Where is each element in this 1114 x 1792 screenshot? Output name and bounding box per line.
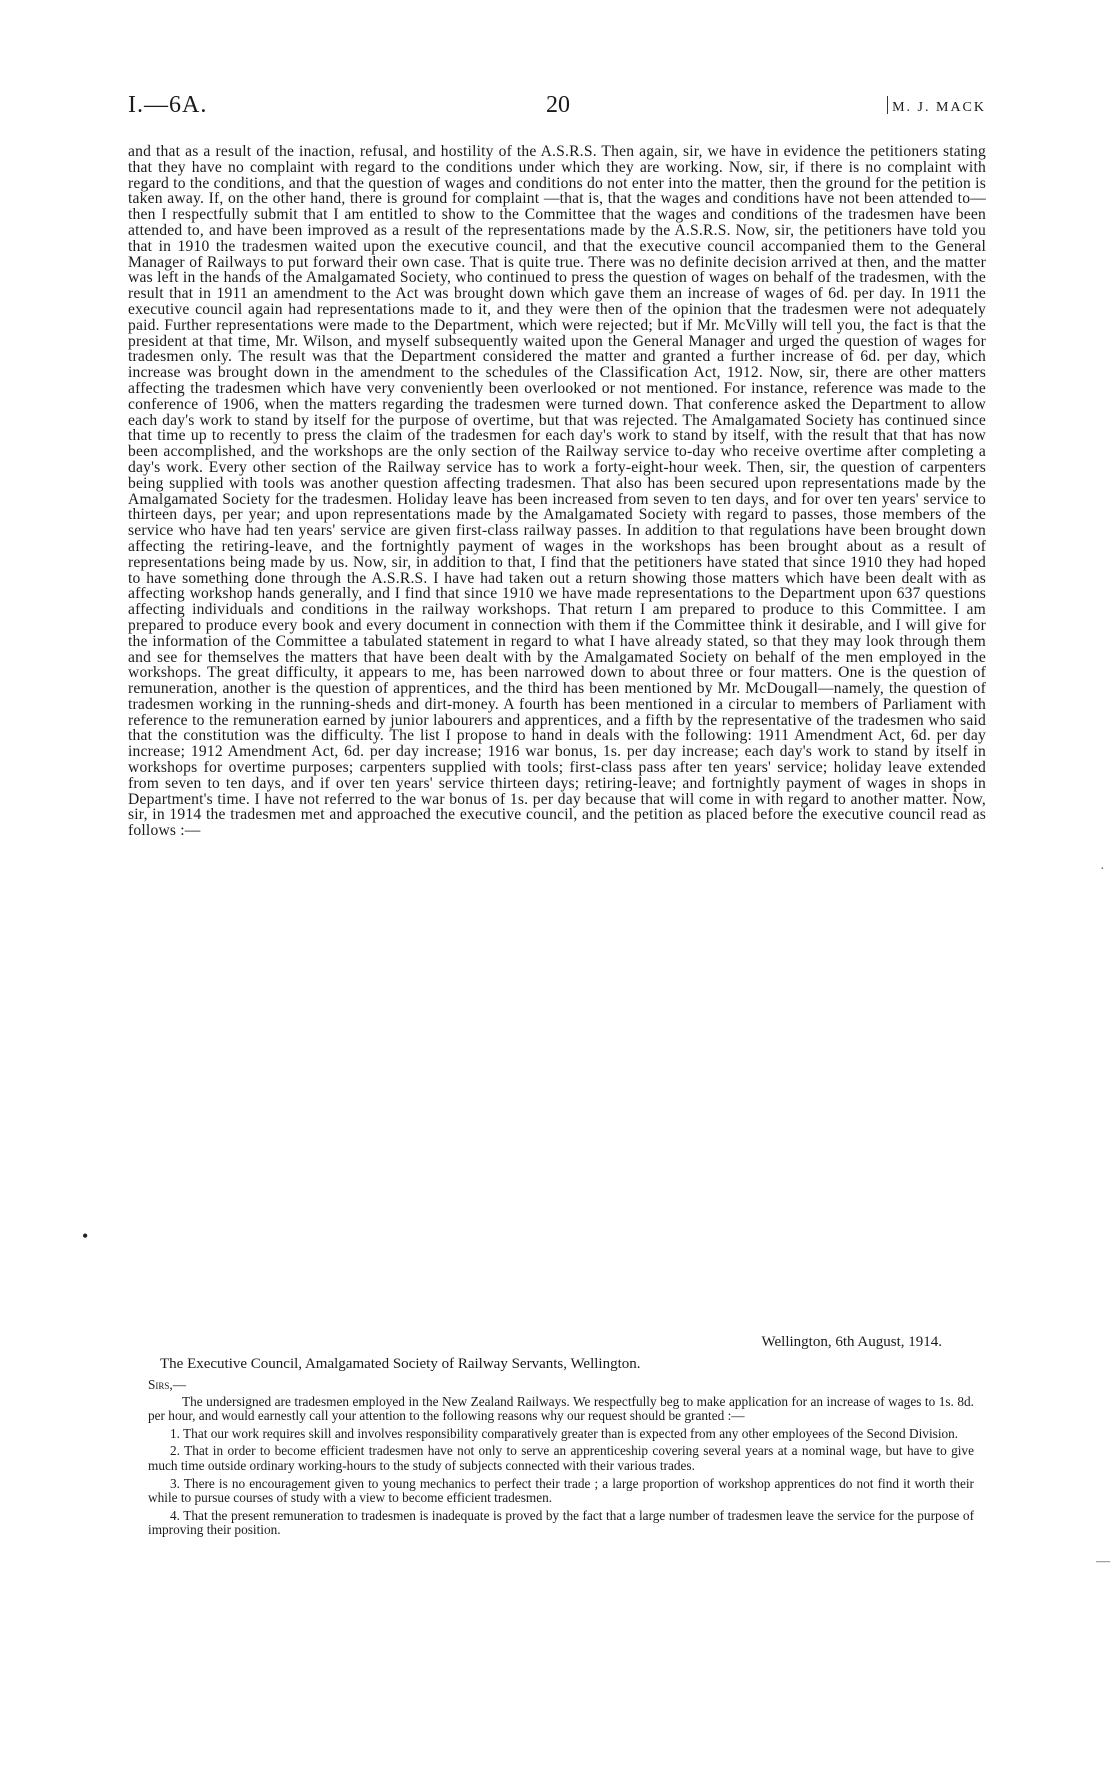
speaker-name-text: M. J. MACK [892, 100, 986, 115]
petition-reason: 1. That our work requires skill and involves responsibility comparatively greater than is expected from any other employees of the Second Division. [170, 1425, 959, 1441]
speaker-name [887, 96, 986, 116]
page-number: 20 [546, 92, 570, 118]
letter-salutation: Sirs,— [148, 1377, 187, 1392]
petition-reason: 2. That in order to become efficient tradesmen have not only to serve an apprenticeship covering several years at a nominal wage, but have to give much time outside ordinary working-hours to the study of subjects connected with their various trades. [148, 1443, 974, 1473]
paper-reference: I.—6A. [128, 92, 208, 118]
petition-letter [148, 1378, 974, 1538]
header-divider [887, 96, 888, 114]
margin-dash-mark: — [1096, 1554, 1110, 1569]
margin-bullet-mark: • [82, 1226, 89, 1246]
petition-reason: 3. There is no encouragement given to young mechanics to perfect their trade ; a large proportion of workshop apprentices do not find it worth their while to pursue courses of study with a view to become efficient tradesmen. [148, 1475, 974, 1506]
letter-addressee: The Executive Council, Amalgamated Society of Railway Servants, Wellington. [160, 1356, 641, 1372]
evidence-paragraph: and that as a result of the inaction, refusal, and hostility of the A.S.R.S. Then again, sir, we have in evidence the petitioners stating that they have no complaint with regard to the conditions under which they are working. Now, sir, if there is no complaint with regard to the conditions, and that the question of wages and conditions do not enter into the matter, then the ground for the petition is taken away. If, on the other hand, there is ground for complaint —that is, that the wages and conditions have not been attended to—then I respectfully submit that I am entitled to show to the Committee that the wages and conditions of the tradesmen have been attended to, and have been improved as a result of the representations made by the A.S.R.S. Now, sir, the petitioners have told you that in 1910 the tradesmen waited upon the executive council, and that the executive council accompanied them to the General Manager of Railways to put forward their own case. That is quite true. There was no definite decision arrived at then, and the matter was left in the hands of the Amalgamated Society, who continued to press the question of wages on behalf of the tradesmen, with the result that in 1911 an amendment to the Act was brought down which gave them an increase of wages of 6d. per day. In 1911 the executive council again had representations made to it, and they were then of the opinion that the tradesmen were not adequately paid. Further representations were made to the Department, which were rejected; but if Mr. McVilly will tell you, the fact is that the president at that time, Mr. Wilson, and myself subsequently waited upon the General Manager and urged the question of wages for tradesmen only. The result was that the Department considered the matter and granted a further increase of 6d. per day, which increase was brought down in the amendment to the schedules of the Classification Act, 1912. Now, sir, there are other matters affecting the tradesmen which have very conveniently been overlooked or not mentioned. For instance, reference was made to the conference of 1906, when the matters regarding the tradesmen were turned down. That conference asked the Department to allow each day's work to stand by itself for the purpose of overtime, but that was rejected. The Amalgamated Society has continued since that time up to recently to press the claim of the tradesmen for each day's work to stand by itself, with the result that that has now been accomplished, and the workshops are the only section of the Railway service to-day who receive overtime after completing a day's work. Every other section of the Railway service has to work a forty-eight-hour week. Then, sir, the question of carpenters being supplied with tools was another question affecting tradesmen. That also has been secured upon representations made by the Amalgamated Society for the tradesmen. Holiday leave has been increased from seven to ten days, and for over ten years' service to thirteen days, per year; and upon representations made by the Amalgamated Society with regard to passes, those members of the service who have had ten years' service are given first-class railway passes. In addition to that regulations have been brought down affecting the retiring-leave, and the fortnightly payment of wages in the workshops has been brought about as a result of representations being made by us. Now, sir, in addition to that, I find that the petitioners have stated that since 1910 they had hoped to have something done through the A.S.R.S. I have had taken out a return showing those matters which have been dealt with as affecting workshop hands generally, and I find that since 1910 we have made representations to the Department upon 637 questions affecting individuals and conditions in the railway workshops. That return I am prepared to produce to this Committee. I am prepared to produce every book and every document in connection with them if the Committee think it desirable, and I will give for the information of the Committee a tabulated statement in regard to what I have already stated, so that they may look through them and see for themselves the matters that have been dealt with by the Amalgamated Society on behalf of the men employed in the workshops. The great difficulty, it appears to me, has been narrowed down to about three or four matters. One is the question of remuneration, another is the question of apprentices, and the third has been mentioned by Mr. McDougall—namely, the question of tradesmen working in the running-sheds and dirt-money. A fourth has been mentioned in a circular to members of Parliament with reference to the remuneration earned by junior labourers and apprentices, and a fifth by the representative of the tradesmen who said that the constitution was the difficulty. The list I propose to hand in deals with the following: 1911 Amendment Act, 6d. per day increase; 1912 Amendment Act, 6d. per day increase; 1916 war bonus, 1s. per day increase; each day's work to stand by itself in workshops for overtime purposes; carpenters supplied with tools; first-class pass after ten years' service; holiday leave extended from seven to ten days, and if over ten years' service thirteen days; retiring-leave; and fortnightly payment of wages in shops in Department's time. I have not referred to the war bonus of 1s. per day because that will come in with regard to another matter. Now, sir, in 1914 the tradesmen met and approached the executive council, and the petition as placed before the executive council read as follows :— [128, 143, 986, 840]
page-header [128, 92, 986, 126]
evidence-body [128, 144, 986, 839]
letter-intro: The undersigned are tradesmen employed in the New Zealand Railways. We respectfully beg to make application for an increase of wages to 1s. 8d. per hour, and would earnestly call your attention to the following reasons why our request should be granted :— [148, 1393, 974, 1424]
margin-speck-mark: · [1100, 862, 1105, 877]
petition-reason: 4. That the present remuneration to tradesmen is inadequate is proved by the fact that a large number of tradesmen leave the service for the purpose of improving their position. [148, 1507, 974, 1538]
letter-dateline: Wellington, 6th August, 1914. [761, 1334, 942, 1350]
